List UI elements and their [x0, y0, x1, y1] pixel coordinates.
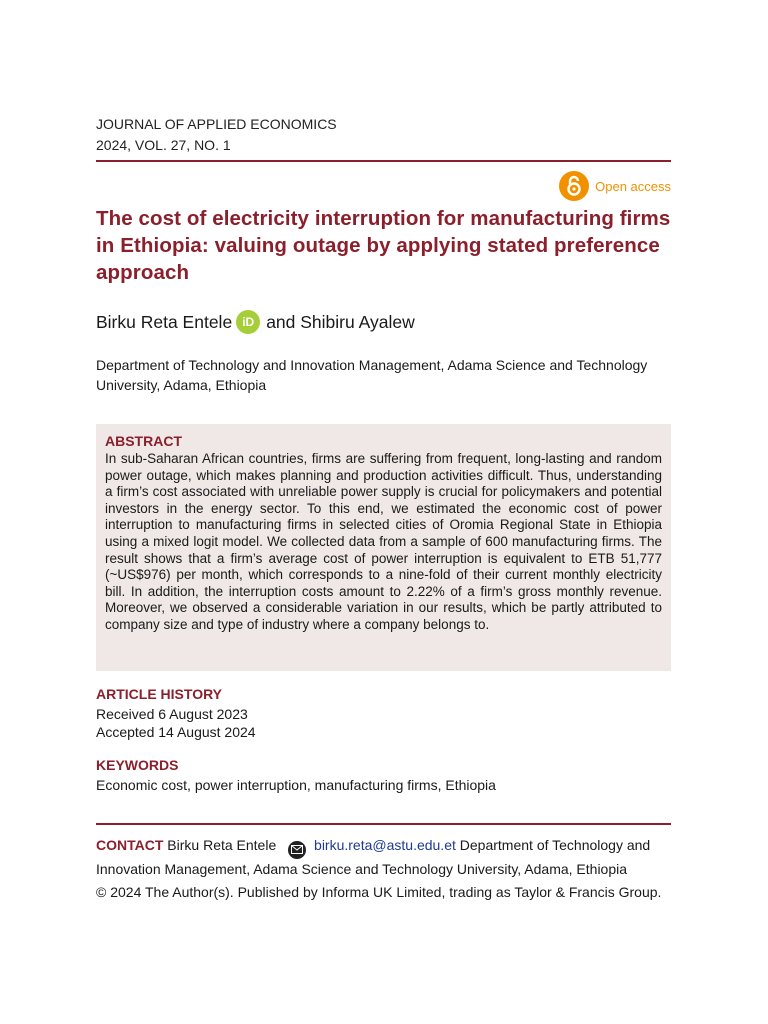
contact-address: Department of Technology and Innovation Management, Adama Science and Technology University, Adama, Ethiopia [96, 837, 651, 877]
envelope-icon [288, 841, 306, 859]
author-first[interactable]: Birku Reta Entele [96, 311, 233, 332]
journal-issue: 2024, VOL. 27, NO. 1 [96, 137, 231, 153]
abstract-text: In sub-Saharan African countries, firms are suffering from frequent, long-lasting and random power outage, which makes planning and production activities difficult. Thus, understanding a firm’s cost associated with unreliable power supply is crucial for policymakers and potential investors in the energy sector. To this end, we estimated the economic cost of power interruption to manufacturing firms in selected cities of Oromia Regional State in Ethiopia using a mixed logit model. We collected data from a sample of 600 manufacturing firms. The result shows that a firm’s average cost of power interruption is equivalent to ETB 51,777 (~US$976) per month, which corresponds to a nine-fold of their current monthly electricity bill. In addition, the interruption costs amount to 2.22% of a firm’s gross monthly revenue. Moreover, we observed a considerable variation in our results, which be partly attributed to company size and type of industry where a company belongs to. [105, 451, 662, 632]
accepted-date: Accepted 14 August 2024 [96, 723, 256, 740]
abstract-heading: ABSTRACT [105, 433, 182, 449]
keywords-section [96, 757, 496, 795]
keywords-text: Economic cost, power interruption, manufacturing firms, Ethiopia [96, 777, 496, 793]
journal-header [96, 114, 337, 156]
keywords-heading: KEYWORDS [96, 757, 179, 773]
article-title: The cost of electricity interruption for manufacturing firms in Ethiopia: valuing outage by applying stated preference approach [96, 207, 671, 284]
open-access-label: Open access [595, 178, 671, 194]
orcid-icon[interactable]: iD [236, 310, 260, 334]
contact-label: CONTACT [96, 837, 164, 853]
contact-name: Birku Reta Entele [167, 837, 277, 853]
author-second[interactable]: and Shibiru Ayalew [266, 311, 415, 332]
journal-name: JOURNAL OF APPLIED ECONOMICS [96, 116, 337, 132]
copyright-notice: © 2024 The Author(s). Published by Informa UK Limited, trading as Taylor & Francis Group. [96, 884, 662, 900]
author-line [96, 310, 415, 334]
affiliation: Department of Technology and Innovation Management, Adama Science and Technology University, Adama, Ethiopia [96, 357, 648, 393]
received-date: Received 6 August 2023 [96, 706, 248, 722]
abstract-box [96, 424, 671, 671]
article-history [96, 686, 256, 741]
open-access-icon [559, 171, 589, 201]
contact-email-link[interactable]: birku.reta@astu.edu.et [314, 837, 456, 853]
article-history-heading: ARTICLE HISTORY [96, 686, 223, 702]
footer-divider [96, 823, 671, 825]
header-divider [96, 160, 671, 162]
contact-block [96, 835, 671, 880]
open-access-badge[interactable] [559, 170, 671, 202]
